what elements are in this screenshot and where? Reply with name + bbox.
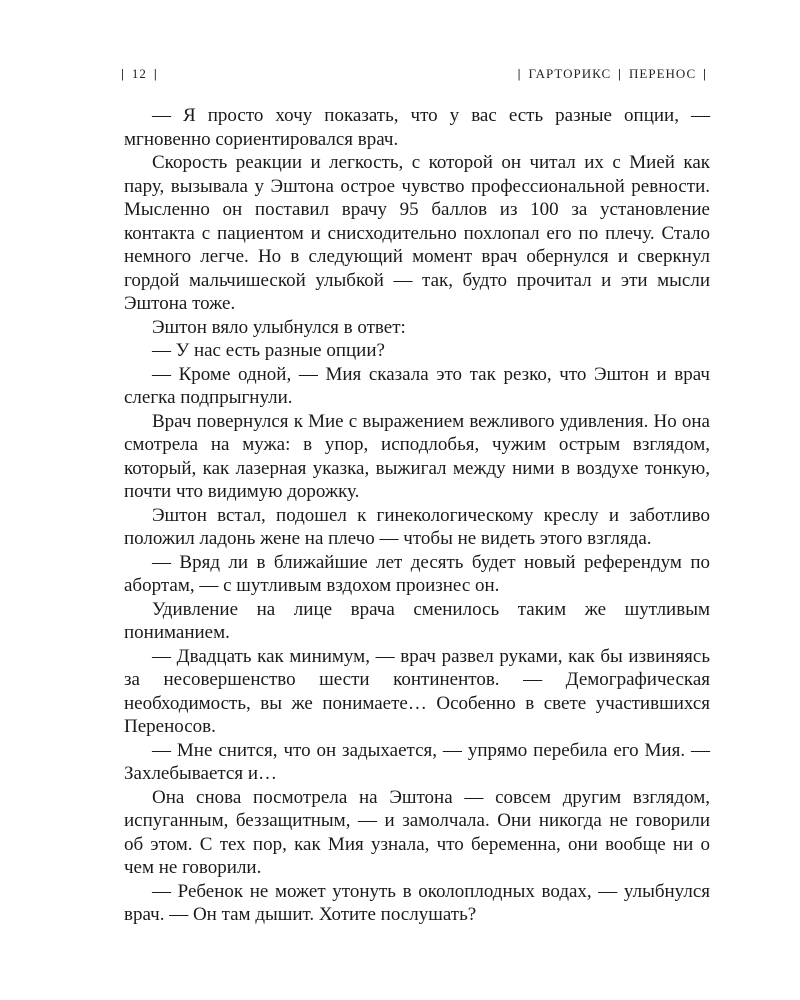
paragraph: Эштон вяло улыбнулся в ответ: [152, 316, 406, 338]
header-left [121, 66, 165, 82]
paragraph: Скорость реакции и легкость, с которой он читал их с Мией как пару, вызывала у Эштона острое чувство профессиональной ревности. Мысленно он поставил врачу 95 баллов из 100 за установление контакта с пациентом и снисходительно похлопал его по плечу. Стало немного легче. Но в следующий момент врач обернулся и сверкнул гордой мальчишеской улыбкой — так, будто прочитал и эти мысли Эштона тоже. [124, 152, 710, 314]
paragraph: Она снова посмотрела на Эштона — совсем другим взглядом, испуганным, беззащитным, — и замолчала. Они никогда не говорили об этом. С тех пор, как Мия узнала, что беременна, они вообще ни о чем не говорили. [124, 786, 710, 878]
body-text [124, 104, 710, 927]
paragraph: — Ребенок не может утонуть в околоплодных водах, — улыбнулся врач. — Он там дышит. Хотите послушать? [124, 880, 710, 925]
header-author: ГАРТОРИКС [528, 66, 612, 81]
running-header [121, 66, 707, 86]
paragraph: Врач повернулся к Мие с выражением вежливого удивления. Но она смотрела на мужа: в упор, исподлобья, чужим острым взглядом, который, как лазерная указка, выжигал между ними в воздухе тонкую, почти что видимую дорожку. [124, 410, 710, 502]
header-right [511, 66, 707, 82]
page-number: 12 [131, 66, 147, 81]
header-title: ПЕРЕНОС [629, 66, 697, 81]
paragraph: — Я просто хочу показать, что у вас есть разные опции, — мгновенно сориентировался врач. [124, 105, 710, 150]
paragraph: — Кроме одной, — Мия сказала это так резко, что Эштон и врач слегка подпрыгнули. [124, 363, 710, 408]
paragraph: — Мне снится, что он задыхается, — упрямо перебила его Мия. — Захлебывается и… [124, 739, 710, 784]
header-separator: | [121, 66, 125, 81]
paragraph: — У нас есть разные опции? [152, 340, 385, 361]
paragraph: Эштон встал, подошел к гинекологическому креслу и заботливо положил ладонь жене на плечо — чтобы не видеть этого взгляда. [124, 504, 710, 549]
paragraph: — Двадцать как минимум, — врач развел руками, как бы извиняясь за несовершенство шести континентов. — Демографическая необходимость, вы же понимаете… Особенно в свете участившихся Переносов. [124, 645, 710, 737]
header-separator: | [703, 66, 707, 81]
paragraph: — Вряд ли в ближайшие лет десять будет новый референдум по абортам, — с шутливым вздохом произнес он. [124, 551, 710, 596]
paragraph: Удивление на лице врача сменилось таким же шутливым пониманием. [124, 598, 710, 643]
header-separator: | [618, 66, 623, 81]
header-separator: | [517, 66, 522, 81]
header-separator: | [153, 66, 158, 81]
